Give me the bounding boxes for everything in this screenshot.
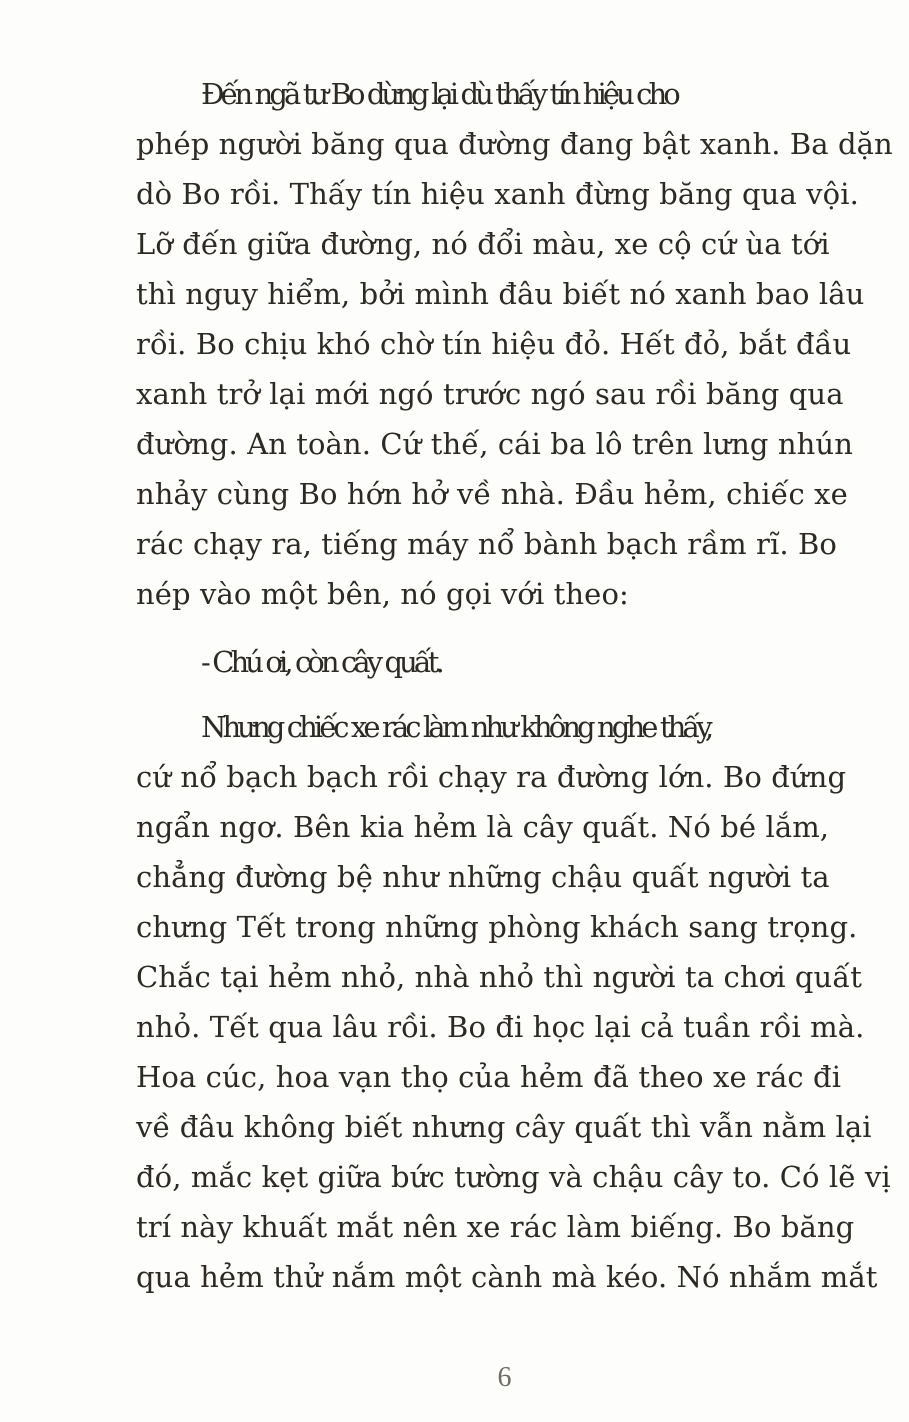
paragraph-3-line-7: nhỏ. Tết qua lâu rồi. Bo đi học lại cả tuần rồi mà.	[136, 1010, 865, 1044]
paragraph-1-line-4: Lỡ đến giữa đường, nó đổi màu, xe cộ cứ ùa tới	[136, 227, 830, 261]
paragraph-3-line-3: ngẩn ngơ. Bên kia hẻm là cây quất. Nó bé lắm,	[136, 810, 830, 844]
paragraph-3-line-6: Chắc tại hẻm nhỏ, nhà nhỏ thì người ta chơi quất	[136, 960, 862, 994]
paragraph-3-line-8: Hoa cúc, hoa vạn thọ của hẻm đã theo xe rác đi	[136, 1060, 842, 1094]
paragraph-3-line-5: chưng Tết trong những phòng khách sang trọng.	[136, 910, 858, 944]
paragraph-3-line-12: qua hẻm thử nắm một cành mà kéo. Nó nhắm mắt	[136, 1260, 878, 1294]
paragraph-3-line-11: trí này khuất mắt nên xe rác làm biếng. Bo băng	[136, 1210, 855, 1244]
paragraph-3-line-9: về đâu không biết nhưng cây quất thì vẫn nằm lại	[136, 1110, 872, 1144]
dialogue-line: - Chú ơi, còn cây quất.	[201, 645, 441, 679]
page-number: 6	[497, 1362, 512, 1393]
paragraph-1-line-11: nép vào một bên, nó gọi với theo:	[136, 577, 629, 611]
paragraph-1-line-6: rồi. Bo chịu khó chờ tín hiệu đỏ. Hết đỏ, bắt đầu	[136, 327, 852, 361]
paragraph-1-line-3: dò Bo rồi. Thấy tín hiệu xanh đừng băng qua vội.	[136, 177, 859, 211]
paragraph-3-line-1: Nhưng chiếc xe rác làm như không nghe thấy,	[201, 710, 711, 744]
paragraph-3-line-4: chẳng đường bệ như những chậu quất người ta	[136, 860, 830, 894]
paragraph-1-line-2: phép người băng qua đường đang bật xanh. Ba dặn	[136, 127, 893, 161]
paragraph-1-line-10: rác chạy ra, tiếng máy nổ bành bạch rầm rĩ. Bo	[136, 527, 837, 561]
paragraph-1-line-5: thì nguy hiểm, bởi mình đâu biết nó xanh bao lâu	[136, 277, 865, 311]
paragraph-3-line-10: đó, mắc kẹt giữa bức tường và chậu cây to. Có lẽ vị	[136, 1160, 891, 1194]
paragraph-1-line-1: Đến ngã tư Bo dừng lại dù thấy tín hiệu cho	[201, 77, 677, 111]
paragraph-1-line-8: đường. An toàn. Cứ thế, cái ba lô trên lưng nhún	[136, 427, 853, 461]
paragraph-3-line-2: cứ nổ bạch bạch rồi chạy ra đường lớn. Bo đứng	[136, 760, 847, 794]
paragraph-1-line-7: xanh trở lại mới ngó trước ngó sau rồi băng qua	[136, 377, 844, 411]
paragraph-1-line-9: nhảy cùng Bo hớn hở về nhà. Đầu hẻm, chiếc xe	[136, 477, 848, 511]
